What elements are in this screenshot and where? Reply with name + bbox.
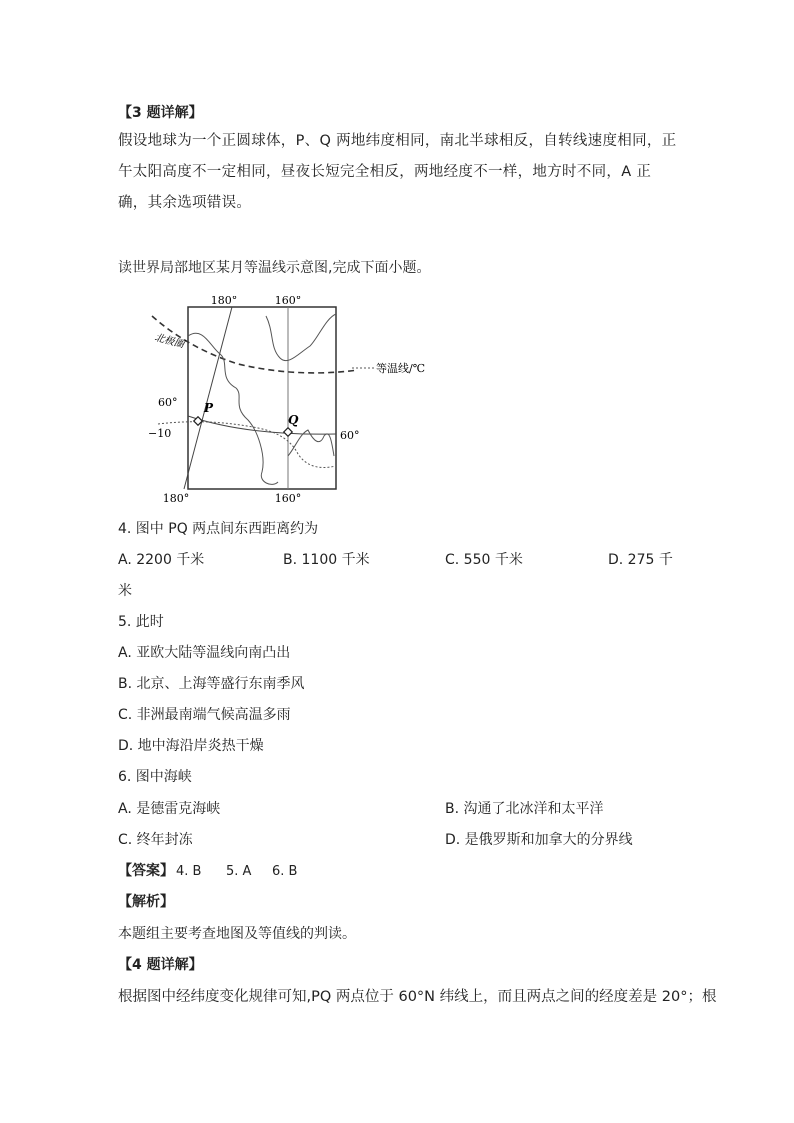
label-arctic-circle: 北极圈 bbox=[153, 332, 186, 351]
answer-item-6: 6. B bbox=[272, 864, 298, 879]
q4-option-c: C. 550 千米 bbox=[445, 552, 523, 568]
q6-option-b: B. 沟通了北冰洋和太平洋 bbox=[445, 801, 604, 817]
section3-heading: 【3 题详解】 bbox=[118, 105, 203, 121]
q5-stem: 5. 此时 bbox=[118, 614, 164, 630]
q5-option-d: D. 地中海沿岸炎热干燥 bbox=[118, 738, 264, 754]
q4-option-d: D. 275 千 bbox=[608, 552, 673, 568]
section4-text: 根据图中经纬度变化规律可知,PQ 两点位于 60°N 纬线上，而且两点之间的经度差是 20°；根 bbox=[118, 989, 717, 1005]
label-lat-right: 60° bbox=[340, 429, 360, 442]
isotherm-map bbox=[148, 296, 448, 508]
answer-item-4: 4. B bbox=[176, 864, 202, 879]
label-point-p: P bbox=[204, 401, 214, 415]
label-top-160: 160° bbox=[274, 296, 302, 307]
label-bottom-180: 180° bbox=[162, 492, 190, 505]
answer-item-5: 5. A bbox=[226, 864, 252, 879]
legend-label: 等温线/℃ bbox=[376, 362, 426, 375]
q6-option-d: D. 是俄罗斯和加拿大的分界线 bbox=[445, 832, 633, 848]
coastline-asia bbox=[188, 333, 278, 484]
q6-option-c: C. 终年封冻 bbox=[118, 832, 193, 848]
analysis-label: 【解析】 bbox=[118, 894, 174, 910]
q4-option-b: B. 1100 千米 bbox=[283, 552, 370, 568]
q6-stem: 6. 图中海峡 bbox=[118, 769, 192, 785]
q5-option-c: C. 非洲最南端气候高温多雨 bbox=[118, 707, 291, 723]
map-frame bbox=[188, 307, 336, 489]
q5-option-a: A. 亚欧大陆等温线向南凸出 bbox=[118, 645, 291, 661]
q4-option-d-wrap: 米 bbox=[118, 583, 132, 599]
q4-option-a: A. 2200 千米 bbox=[118, 552, 205, 568]
section4-heading: 【4 题详解】 bbox=[118, 957, 203, 973]
label-isotherm-value: −10 bbox=[148, 427, 172, 440]
question-intro: 读世界局部地区某月等温线示意图,完成下面小题。 bbox=[118, 260, 431, 276]
q6-option-a: A. 是德雷克海峡 bbox=[118, 801, 221, 817]
q4-stem: 4. 图中 PQ 两点间东西距离约为 bbox=[118, 521, 319, 537]
point-q-marker bbox=[284, 428, 292, 436]
isotherm-map-svg bbox=[148, 296, 448, 508]
section3-text: 假设地球为一个正圆球体，P、Q 两地纬度相同，南北半球相反，自转线速度相同，正午太阳高度不一定相同，昼夜长短完全相反，两地经度不一样，地方时不同，A 正确，其余选项错误。 bbox=[118, 133, 677, 211]
label-lat-left: 60° bbox=[158, 396, 178, 409]
label-point-q: Q bbox=[288, 413, 299, 427]
label-bottom-160: 160° bbox=[274, 492, 302, 505]
latitude-60 bbox=[188, 416, 336, 434]
label-top-180: 180° bbox=[210, 296, 238, 307]
q5-option-b: B. 北京、上海等盛行东南季风 bbox=[118, 676, 305, 692]
isotherm-line bbox=[158, 422, 336, 468]
coastline-north bbox=[266, 314, 336, 361]
answer-label: 【答案】 bbox=[118, 863, 174, 879]
analysis-text: 本题组主要考查地图及等值线的判读。 bbox=[118, 926, 356, 942]
